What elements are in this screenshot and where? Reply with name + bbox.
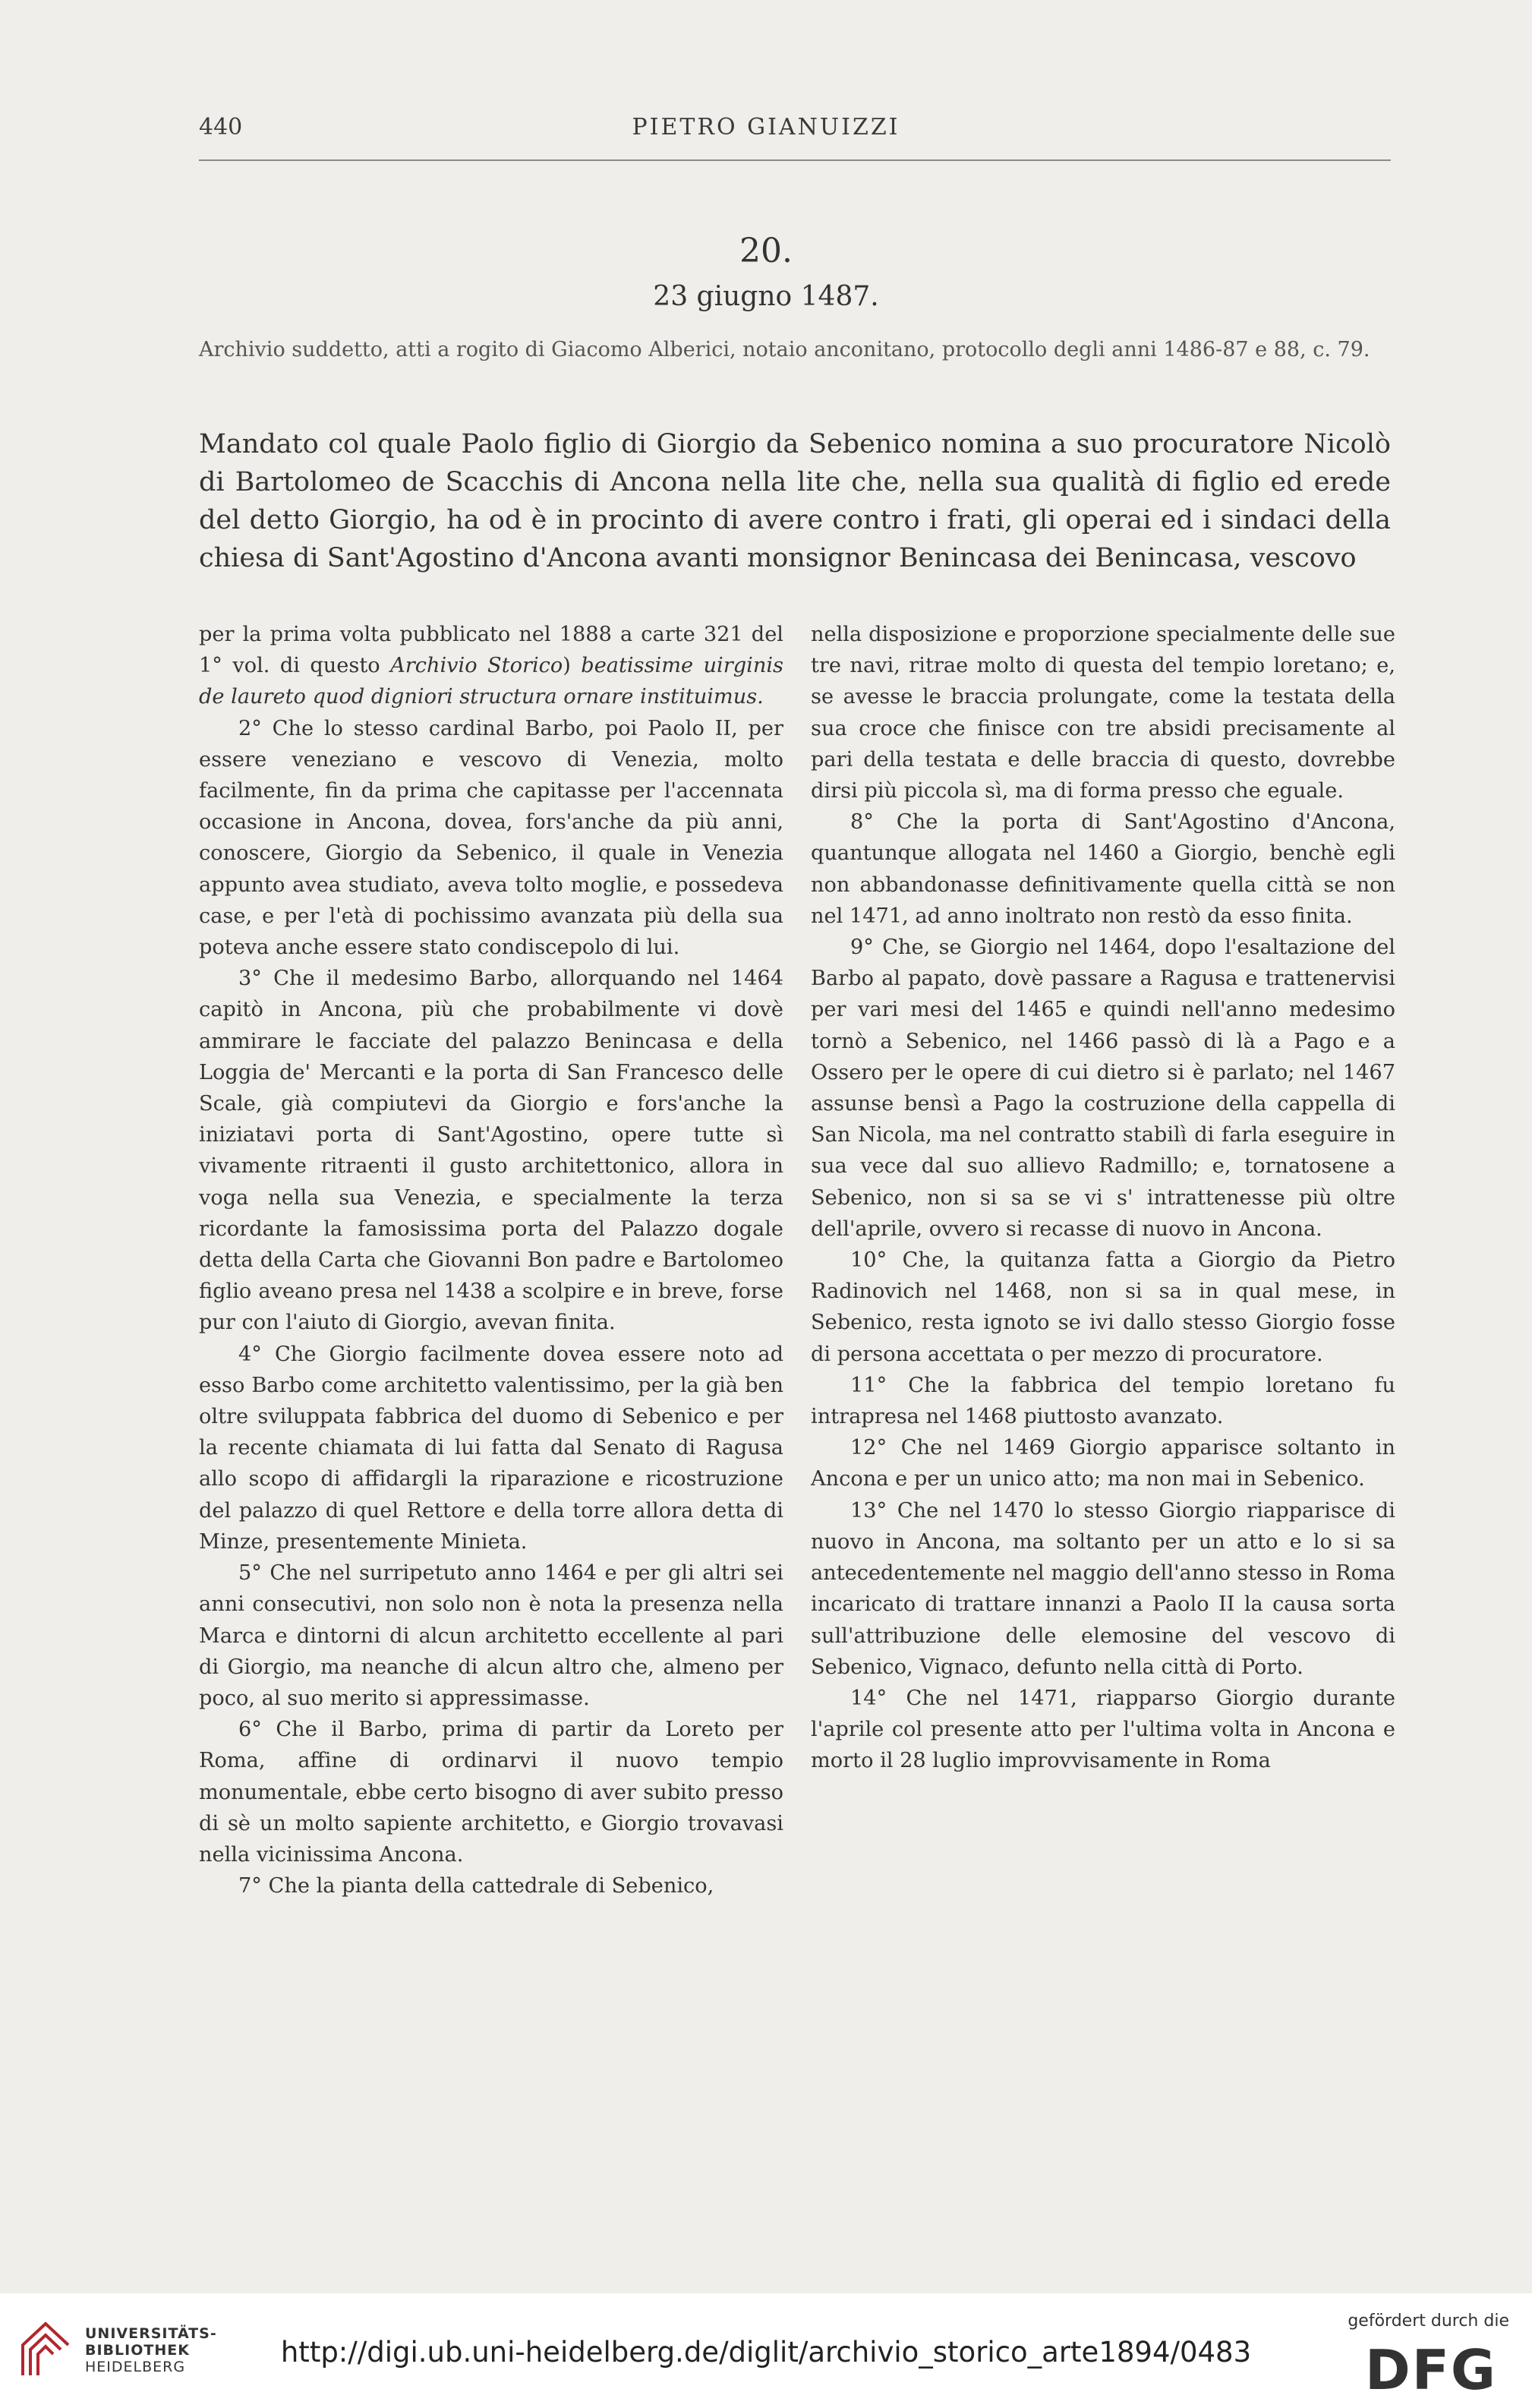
left-paragraph: 3° Che il medesimo Barbo, allorquando nel 1464 capitò in Ancona, più che probabilmente vi dovè ammirare le facciate del palazzo Benincasa e della Loggia de' Mercanti e la porta di San Francesco delle Scale, già compiutevi da Giorgio e fors'anche la iniziatavi porta di Sant'Agostino, opere tutte sì vivamente ritraenti il gusto architettonico, allora in voga nella sua Venezia, e specialmente la terza ricordante la famosissima porta del Palazzo dogale detta della Carta che Giovanni Bon padre e Bartolomeo figlio aveano presa nel 1438 a scolpire e in breve, forse pur con l'aiuto di Giorgio, avevan finita. [199, 967, 783, 1335]
page-number: 440 [199, 114, 243, 140]
archive-note: Archivio suddetto, atti a rogito di Giacomo Alberici, notaio anconitano, protocollo degli anni 1486-87 e 88, c. 79. [199, 338, 1370, 361]
italic-run: beatissime uirginis de laureto quod digniori structura ornare instituimus. [199, 654, 783, 709]
right-paragraph: 12° Che nel 1469 Giorgio apparisce soltanto in Ancona e per un unico atto; ma non mai in Sebenico. [811, 1436, 1395, 1491]
text-run: per la prima volta pubblicato nel 1888 a carte 321 del 1° vol. di questo [199, 623, 783, 678]
document-date: 23 giugno 1487. [653, 281, 879, 312]
footer-bar [0, 2293, 1532, 2408]
svg-text:DFG: DFG [1364, 2342, 1498, 2395]
right-paragraph: 11° Che la fabbrica del tempio loretano fu intrapresa nel 1468 piuttosto avanzato. [811, 1373, 1395, 1429]
library-name-line: UNIVERSITÄTS- [85, 2325, 217, 2342]
document-number: 20. [739, 232, 793, 270]
dfg-logo [1359, 2342, 1503, 2395]
source-url[interactable]: http://digi.ub.uni-heidelberg.de/diglit/archivio_storico_arte1894/0483 [280, 2336, 1252, 2369]
right-paragraph: 10° Che, la quitanza fatta a Giorgio da Pietro Radinovich nel 1468, non si sa in qual mese, in Sebenico, resta ignoto se ivi dallo stesso Giorgio fosse di persona accettata o per mezzo di procuratore. [811, 1248, 1395, 1366]
running-head-title: PIETRO GIANUIZZI [632, 114, 900, 140]
left-paragraph: 5° Che nel surripetuto anno 1464 e per gli altri sei anni consecutivi, non solo non è nota la presenza nella Marca e dintorni di alcun architetto eccellente al pari di Giorgio, ma neanche di alcun altro che, almeno per poco, al suo merito si appressimasse. [199, 1561, 783, 1710]
italic-run: Archivio Storico [390, 654, 563, 678]
left-paragraph: 2° Che lo stesso cardinal Barbo, poi Paolo II, per essere veneziano e vescovo di Venezia, molto facilmente, fin da prima che capitasse per l'accennata occasione in Ancona, dovea, fors'anche da più anni, conoscere, Giorgio da Sebenico, il quale in Venezia appunto avea studiato, aveva tolto moglie, e possedeva case, e per l'età di pochissimo avanzata più della sua poteva anche essere stato condiscepolo di lui. [199, 716, 783, 960]
document-regest: Mandato col quale Paolo figlio di Giorgio da Sebenico nomina a suo procuratore Nicolò di Bartolomeo de Scacchis di Ancona nella lite che, nella sua qualità di figlio ed erede del detto Giorgio, ha od è in procinto di avere contro i frati, gli operai ed i sindaci della chiesa di Sant'Agostino d'Ancona avanti monsignor Benincasa dei Benincasa, vescovo [199, 429, 1391, 573]
library-name-line: HEIDELBERG [85, 2359, 186, 2375]
right-paragraph: nella disposizione e proporzione specialmente delle sue tre navi, ritrae molto di questa del tempio loretano; e, se avesse le braccia prolungate, come la testata della sua croce che finisce con tre absidi precisamente al pari della testata e delle braccia di questo, dovrebbe dirsi più piccola sì, ma di forma presso che eguale. [811, 623, 1395, 803]
left-paragraph: 6° Che il Barbo, prima di partir da Loreto per Roma, affine di ordinarvi il nuovo tempio monumentale, ebbe certo bisogno di aver subito presso di sè un molto sapiente architetto, e Giorgio trovavasi nella vicinissima Ancona. [199, 1718, 783, 1867]
left-paragraph: 7° Che la pianta della cattedrale di Sebenico, [238, 1874, 714, 1898]
right-column [811, 619, 1395, 1777]
left-paragraph [199, 619, 783, 713]
right-paragraph: 8° Che la porta di Sant'Agostino d'Ancona, quantunque allogata nel 1460 a Giorgio, benchè egli non abbandonasse definitivamente quella città se non nel 1471, ad anno inoltrato non restò da esso finita. [811, 810, 1395, 928]
left-paragraph: 4° Che Giorgio facilmente dovea essere noto ad esso Barbo come architetto valentissimo, per la già ben oltre sviluppata fabbrica del duomo di Sebenico e per la recente chiamata di lui fatta dal Senato di Ragusa allo scopo di affidargli la riparazione e ricostruzione del palazzo di quel Rettore e della torre allora detta di Minze, presentemente Minieta. [199, 1342, 783, 1554]
header-rule [199, 159, 1391, 161]
right-paragraph: 13° Che nel 1470 lo stesso Giorgio riapparisce di nuovo in Ancona, ma soltanto per un atto e lo si sa antecedentemente nel maggio dell'anno stesso in Roma incaricato di trattare innanzi a Paolo II la causa sorta sull'attribuzione delle elemosine del vescovo di Sebenico, Vignaco, defunto nella città di Porto. [811, 1498, 1395, 1679]
running-head [0, 114, 1532, 144]
library-name-line: BIBLIOTHEK [85, 2342, 190, 2359]
funder-note: gefördert durch die [1348, 2312, 1509, 2331]
left-column [199, 619, 783, 1901]
text-run: ) [563, 654, 582, 678]
right-paragraph: 14° Che nel 1471, riapparso Giorgio durante l'aprile col presente atto per l'ultima volta in Ancona e morto il 28 luglio improvvisamente in Roma [811, 1686, 1395, 1773]
right-paragraph: 9° Che, se Giorgio nel 1464, dopo l'esaltazione del Barbo al papato, dovè passare a Ragusa e trattenervisi per vari mesi del 1465 e quindi nell'anno medesimo tornò a Sebenico, nel 1466 passò di là a Pago e a Ossero per le opere di cui dietro si è parlato; nel 1467 assunse bensì a Pago la costruzione della cappella di San Nicola, ma nel contratto stabilì di farla eseguire in sua vece dal suo allievo Radmillo; e, tornatosene a Sebenico, non si sa se vi s' intrattenesse più oltre dell'aprile, ovvero si recasse di nuovo in Ancona. [811, 936, 1395, 1241]
